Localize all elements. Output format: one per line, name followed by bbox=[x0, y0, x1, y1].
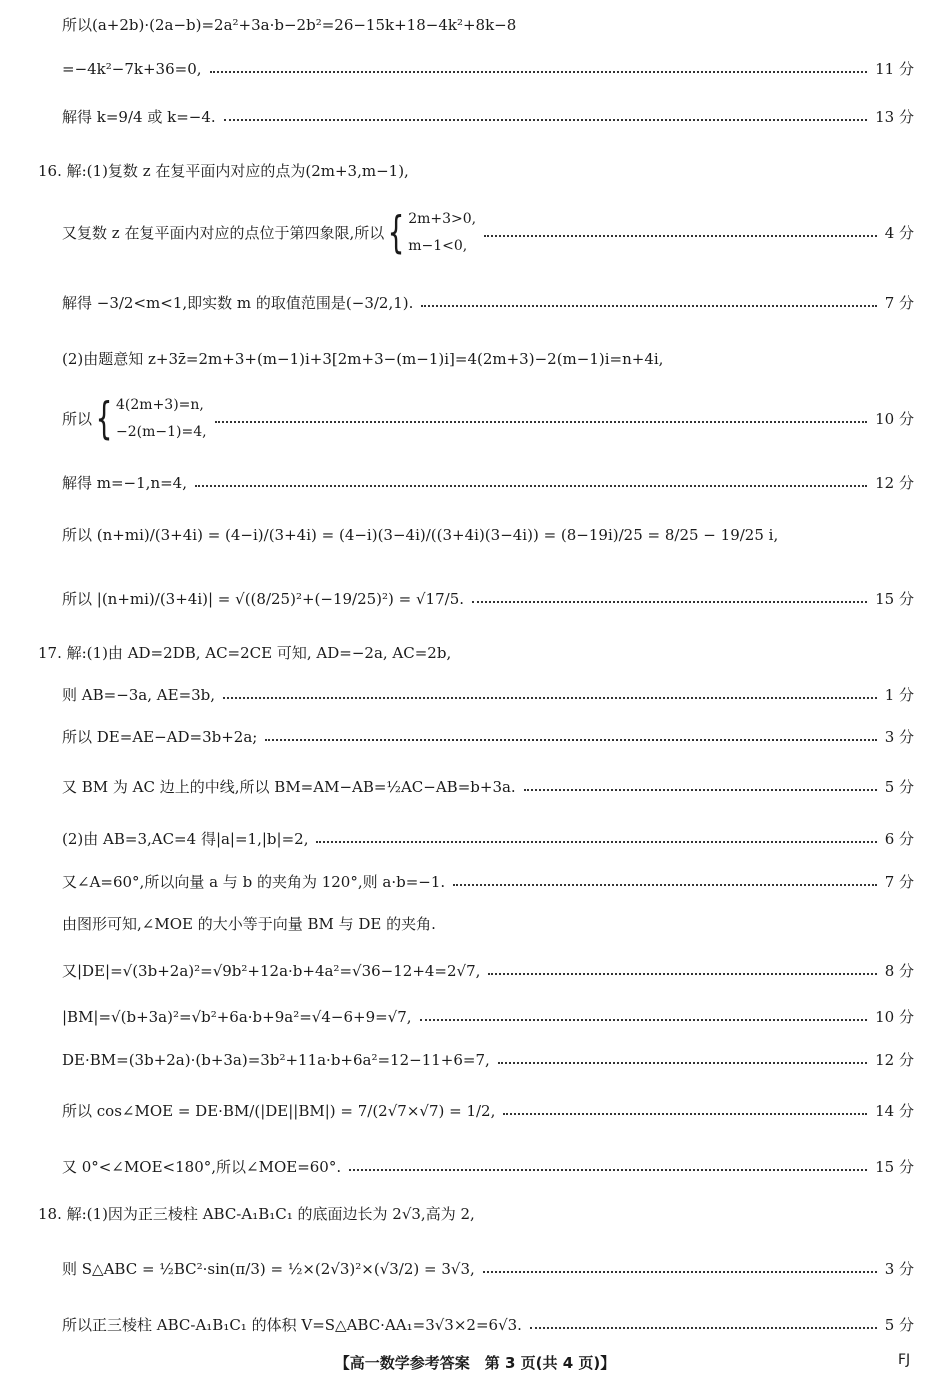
line-bm: 又 BM 为 AC 边上的中线,所以 BM=AM−AB=½AC−AB=b+3a. 5 分 bbox=[62, 778, 914, 796]
line-quadratic: =−4k²−7k+36=0, 11 分 bbox=[62, 59, 914, 78]
line-system-mn: 所以 { 4(2m+3)=n, −2(m−1)=4, 10 分 bbox=[62, 392, 914, 444]
line-solve-k: 解得 k=9/4 或 k=−4. 13 分 bbox=[62, 108, 914, 126]
line-cos-moe: 所以 cos∠MOE = DE·BM/(|DE||BM|) = 7/(2√7×√7) = 1/2, 14 分 bbox=[62, 1102, 914, 1120]
q18-heading: 18. 解:(1)因为正三棱柱 ABC-A₁B₁C₁ 的底面边长为 2√3,高为 2, bbox=[38, 1205, 475, 1223]
line-range-m: 解得 −3/2<m<1,即实数 m 的取值范围是(−3/2,1). 7 分 bbox=[62, 294, 914, 312]
line-moe-result: 又 0°<∠MOE<180°,所以∠MOE=60°. 15 分 bbox=[62, 1158, 914, 1176]
line-angle-ab: 又∠A=60°,所以向量 a 与 b 的夹角为 120°,则 a·b=−1. 7 分 bbox=[62, 873, 914, 891]
line-part2-equation: (2)由题意知 z+3z̄=2m+3+(m−1)i+3[2m+3−(m−1)i]=4(2m+3)−2(m−1)i=n+4i, bbox=[62, 350, 664, 368]
line-complex-quotient: 所以 (n+mi)/(3+4i) = (4−i)/(3+4i) = (4−i)(3−4i)/((3+4i)(3−4i)) = (8−19i)/25 = 8/25 − 19/25 i, bbox=[62, 526, 779, 544]
line-dot-product: 所以(a+2b)·(2a−b)=2a²+3a·b−2b²=26−15k+18−4k²+8k−8 bbox=[62, 16, 517, 34]
line-solve-mn: 解得 m=−1,n=4, 12 分 bbox=[62, 474, 914, 492]
q17-heading: 17. 解:(1)由 AD=2DB, AC=2CE 可知, AD=−2a, AC=2b, bbox=[38, 644, 452, 662]
line-fourth-quadrant: 又复数 z 在复平面内对应的点位于第四象限,所以 { 2m+3>0, m−1<0, 4 分 bbox=[62, 206, 914, 258]
line-bm-length: |BM|=√(b+3a)²=√b²+6a·b+9a²=√4−6+9=√7, 10 分 bbox=[62, 1007, 914, 1026]
line-volume: 所以正三棱柱 ABC-A₁B₁C₁ 的体积 V=S△ABC·AA₁=3√3×2=6√3. 5 分 bbox=[62, 1316, 914, 1334]
line-moe-angle: 由图形可知,∠MOE 的大小等于向量 BM 与 DE 的夹角. bbox=[62, 915, 436, 933]
line-de-dot-bm: DE·BM=(3b+2a)·(b+3a)=3b²+11a·b+6a²=12−11+6=7, 12 分 bbox=[62, 1050, 914, 1069]
footer-code: FJ bbox=[898, 1352, 911, 1368]
line-area-abc: 则 S△ABC = ½BC²·sin(π/3) = ½×(2√3)²×(√3/2) = 3√3, 3 分 bbox=[62, 1260, 914, 1278]
q16-heading: 16. 解:(1)复数 z 在复平面内对应的点为(2m+3,m−1), bbox=[38, 162, 409, 180]
line-de-length: 又|DE|=√(3b+2a)²=√9b²+12a·b+4a²=√36−12+4=2√7, 8 分 bbox=[62, 962, 914, 980]
line-modulus: 所以 |(n+mi)/(3+4i)| = √((8/25)²+(−19/25)²) = √17/5. 15 分 bbox=[62, 590, 914, 608]
line-de: 所以 DE=AE−AD=3b+2a; 3 分 bbox=[62, 728, 914, 746]
line-ab-ae: 则 AB=−3a, AE=3b, 1 分 bbox=[62, 686, 914, 704]
line-norms: (2)由 AB=3,AC=4 得|a|=1,|b|=2, 6 分 bbox=[62, 830, 914, 848]
page-footer: 【高一数学参考答案 第 3 页(共 4 页)】 bbox=[334, 1354, 616, 1372]
